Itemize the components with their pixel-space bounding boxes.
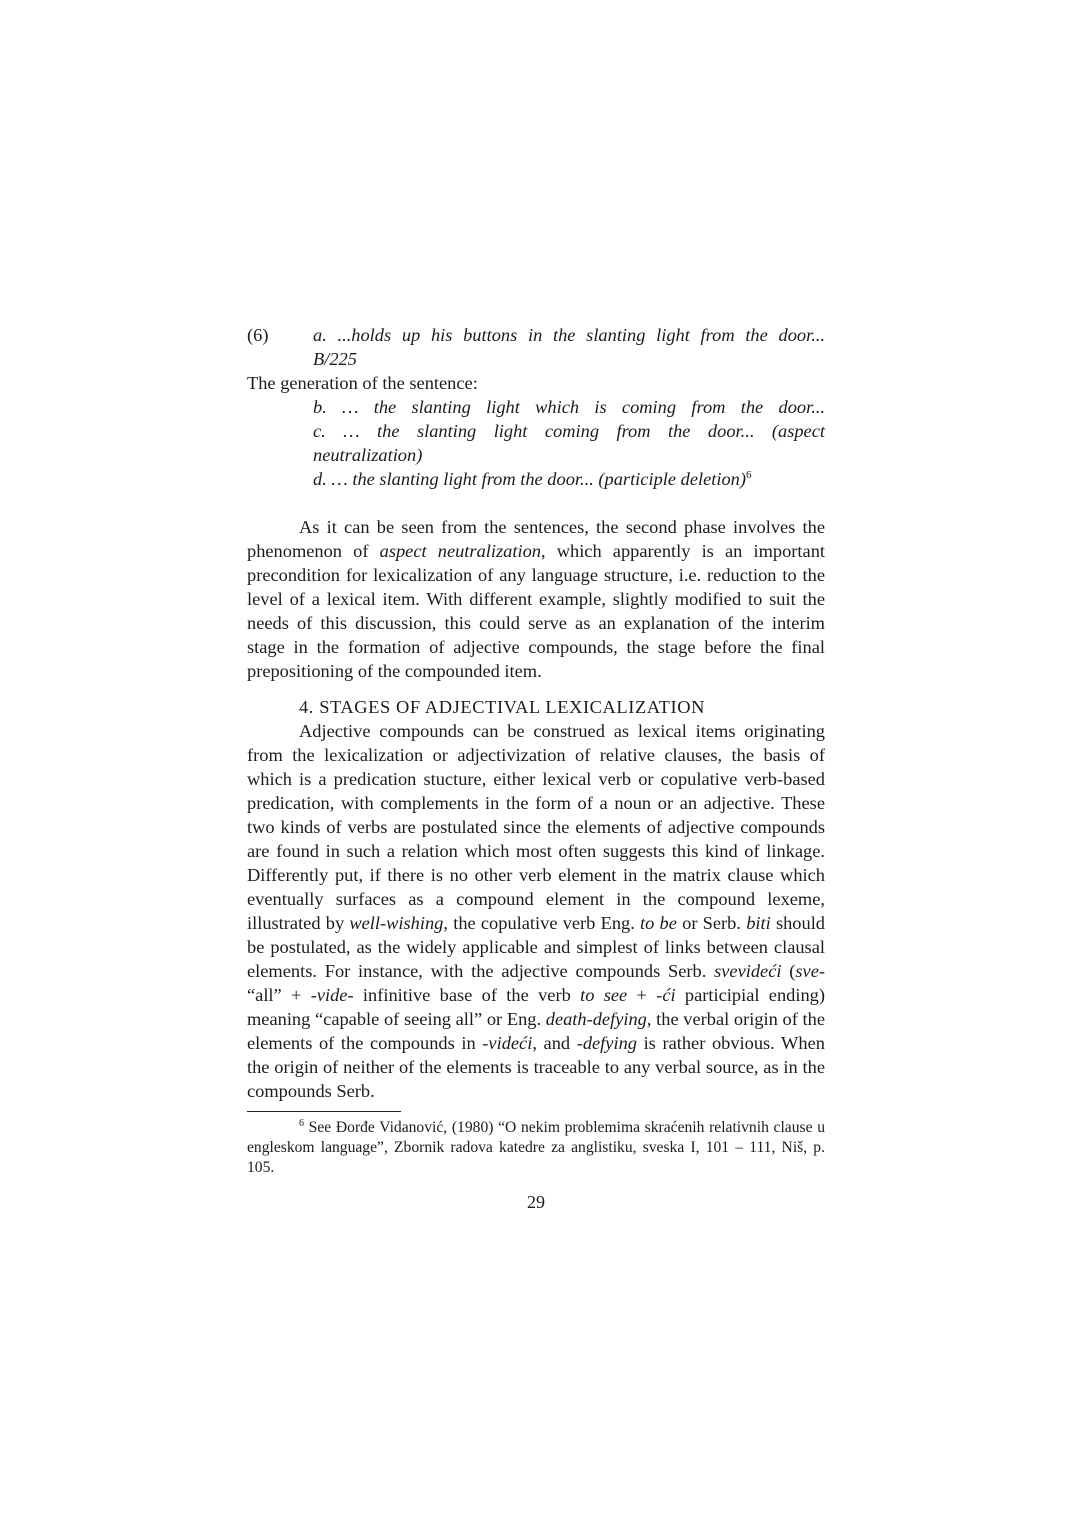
s5: ( — [781, 961, 796, 981]
footnote — [247, 1118, 825, 1178]
s7-em: to see — [580, 985, 628, 1005]
footnote-text: See Đorđe Vidanović, (1980) “O nekim problemima skraćenih relativnih clause u engleskom language”, Zbornik radova katedre za anglistiku, sveska I, 101 – 111, Niš, p. 105. — [247, 1119, 825, 1176]
example-line-a: a. ...holds up his buttons in the slanting light from the door... — [313, 325, 825, 345]
example-line-c-cont: neutralization) — [313, 445, 423, 465]
s12: is rather obvious. When the origin of neither of the elements is traceable to any verbal source, as in the compounds Serb. — [247, 1033, 825, 1101]
s10: , the verbal origin of the elements of the compounds in - — [247, 1009, 825, 1053]
footnote-marker: 6 — [299, 1118, 304, 1129]
page-number: 29 — [527, 1192, 545, 1212]
s2-em: to be — [640, 913, 677, 933]
generation-label: The generation of the sentence: — [247, 373, 478, 393]
s5-em: sve- — [795, 961, 825, 981]
example-block — [247, 323, 825, 491]
example-row-a — [247, 323, 825, 347]
s11-em: defying — [582, 1033, 637, 1053]
example-number: (6) — [247, 325, 269, 345]
s8-em: ći — [662, 985, 676, 1005]
section-heading: 4. STAGES OF ADJECTIVAL LEXICALIZATION — [299, 697, 705, 717]
s6: “all” + - — [247, 985, 317, 1005]
paragraph-adjectival-lexicalization — [247, 719, 825, 1103]
s3: or Serb. — [676, 913, 747, 933]
para1-text-1: As it can be seen from the sentences, the second phase involves the phenomenon of — [247, 517, 825, 561]
example-line-b: b. … the slanting light which is coming from the door... — [313, 397, 825, 417]
s1: Adjective compounds can be construed as lexical items originating from the lexicalization or adjectivization of relative clauses, the basis of which is a predication stucture, either lexical verb or copulative verb-based predication, with complements in the form of a noun or an adjective. These two kinds of verbs are postulated since the elements of adjective compounds are found in such a relation which most often suggests this kind of linkage. Differently put, if there is no other verb element in the matrix clause which eventually surfaces as a compound element in the compound lexeme, illustrated by — [247, 721, 825, 933]
para1-emphasis: aspect neutralization — [379, 541, 541, 561]
example-line-d — [247, 467, 825, 491]
s2: , the copulative verb Eng. — [443, 913, 641, 933]
paragraph-aspect-neutralization — [247, 515, 825, 683]
s1-em: well-wishing — [349, 913, 444, 933]
footnote-ref: 6 — [746, 469, 752, 481]
s4-em: svevideći — [714, 961, 782, 981]
para1-text-2: , which apparently is an important precondition for lexicalization of any language structure, i.e. reduction to the level of a lexical item. With different example, slightly modified to suit the needs of this discussion, this could serve as an explanation of the interim stage in the formation of adjective compounds, the stage before the final prepositioning of the compounded item. — [247, 541, 826, 681]
example-line-d-text: d. … the slanting light from the door... (participle deletion) — [313, 469, 746, 489]
s7: infinitive base of the verb — [353, 985, 581, 1005]
s4: should be postulated, as the widely applicable and simplest of links between clausal elements. For instance, with the adjective compounds Serb. — [247, 913, 825, 981]
s10-em: videći — [488, 1033, 533, 1053]
s6-em: vide- — [316, 985, 354, 1005]
s11: , and - — [532, 1033, 583, 1053]
s3-em: biti — [746, 913, 771, 933]
s8: + - — [627, 985, 663, 1005]
example-line-c: c. … the slanting light coming from the door... (aspect — [313, 421, 825, 441]
footnote-divider — [247, 1111, 401, 1112]
page-body — [247, 323, 825, 1214]
s9: participial ending) meaning “capable of seeing all” or Eng. — [247, 985, 825, 1029]
example-line-a-cont: B/225 — [313, 349, 357, 369]
s9-em: death-defying — [545, 1009, 647, 1029]
